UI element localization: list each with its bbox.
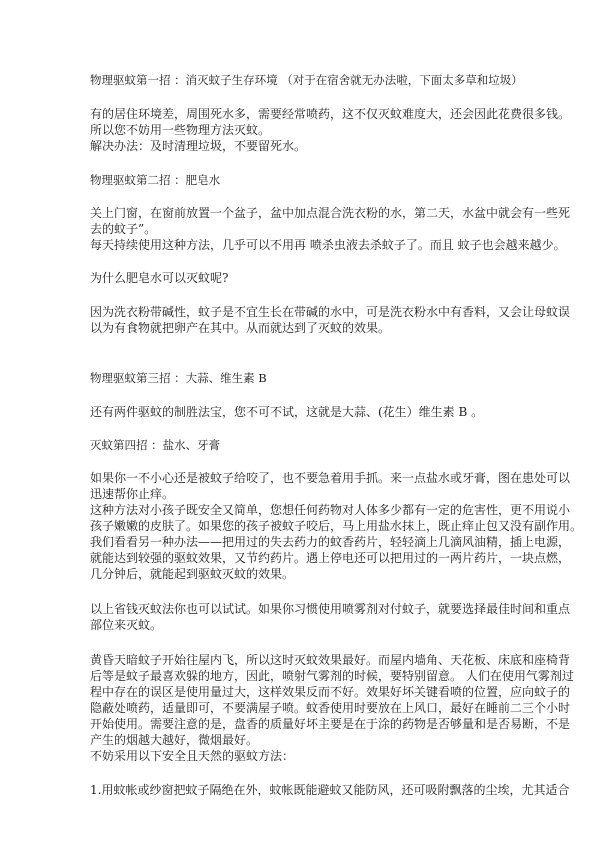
heading-first-method: 物理驱蚊第一招 ：消灭蚊子生存环境 （对于在宿舍就无办法啦，下面太多草和垃圾） [90,73,523,87]
paragraph-line: 每天持续使用这种方法，几乎可以不用再 喷杀虫液去杀蚊子了。而且 蚊子也会越来越少。 [90,238,566,252]
paragraph-line: 开始使用。需要注意的是，盘香的质量好坏主要是在于涂的药物是否够量和是否易断，不是 [90,717,571,731]
paragraph-line: 我们看看另一种办法——把用过的失去药力的蚊香药片，轻轻滴上几滴风油精，插上电源， [90,535,571,549]
question-line: 为什么肥皂水可以灭蚊呢? [90,271,229,285]
paragraph-line: 这种方法对小孩子既安全又简单，您想任何药物对人体多少都有一定的危害性，更不用说小 [90,503,571,517]
paragraph-line: 以上省钱灭蚊法你也可以试试。如果你习惯使用喷雾剂对付蚊子，就要选择最佳时间和重点 [90,602,571,616]
paragraph-line: 部位来灭蚊。 [90,618,163,632]
paragraph-line: 迅速帮你止痒。 [90,487,175,501]
paragraph-line: 隐蔽处喷药，适量即可，不要满屋子喷。蚊香使用时要放在上风口，最好在睡前二三个小时 [90,701,571,715]
paragraph-line: 有的居住环境差，周围死水多，需要经常喷药，这不仅灭蚊难度大，还会因此花费很多钱。 [90,107,571,121]
heading-second-method: 物理驱蚊第二招 ：肥皂水 [90,173,221,187]
paragraph-line: 产生的烟越大越好，微烟最好。 [90,733,259,747]
heading-third-method: 物理驱蚊第三招 ：大蒜、维生素 B [90,371,267,385]
paragraph-line: 解决办法：及时清理垃圾，不要留死水。 [90,139,307,153]
paragraph-line: 还有两件驱蚊的制胜法宝，您不可不试，这就是大蒜、(花生）维生素 B 。 [90,405,484,419]
heading-fourth-method: 灭蚊第四招 ：盐水、牙膏 [90,438,221,452]
paragraph-line: 去的蚊子”。 [90,222,157,236]
paragraph-line: 以为有食物就把卵产在其中。从而就达到了灭蚊的效果。 [90,321,391,335]
paragraph-line: 程中存在的误区是使用量过大，这样效果反而不好。效果好坏关键看喷的位置，应向蚊子的 [90,685,571,699]
paragraph-line: 所以您不妨用一些物理方法灭蚊。 [90,123,271,137]
paragraph-line: 因为洗衣粉带碱性，蚊子是不宜生长在带碱的水中，可是洗衣粉水中有香料，又会让母蚊误 [90,305,571,319]
paragraph-line: 孩子嫩嫩的皮肤了。如果您的孩子被蚊子咬后，马上用盐水抹上，既止痒止包又没有副作用。 [90,519,583,533]
paragraph-line: 就能达到较强的驱蚊效果，又节约药片。遇上停电还可以把用过的一两片药片，一块点燃， [90,551,571,565]
paragraph-line: 不妨采用以下安全且天然的驱蚊方法： [90,749,295,763]
paragraph-line: 后等是蚊子最喜欢躲的地方，因此，喷射气雾剂的时候，要特别留意。 人们在使用气雾剂过 [90,669,574,683]
paragraph-line: 黄昏天暗蚊子开始往屋内飞，所以这时灭蚊效果最好。而屋内墙角、天花板、床底和座椅背 [90,653,571,667]
paragraph-line: 几分钟后，就能起到驱蚊灭蚊的效果。 [90,567,295,581]
list-item: 1.用蚊帐或纱窗把蚊子隔绝在外，蚊帐既能避蚊又能防风，还可吸附飘落的尘埃，尤其适合 [90,783,570,797]
paragraph-line: 关上门窗，在窗前放置一个盆子，盆中加点混合洗衣粉的水，第二天，水盆中就会有一些死 [90,206,571,220]
paragraph-line: 如果你一不小心还是被蚊子给咬了，也不要急着用手抓。来一点盐水或牙膏，图在患处可以 [90,471,571,485]
